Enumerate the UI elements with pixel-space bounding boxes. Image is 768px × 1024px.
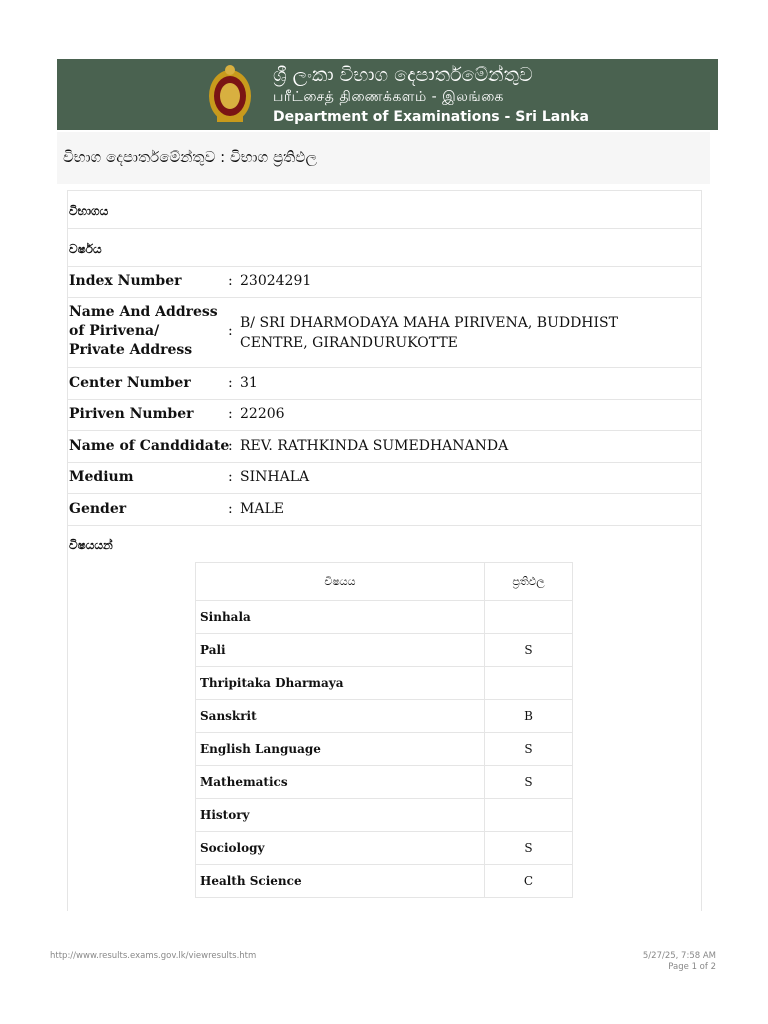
banner-title-tamil: பரீட்சைத் திணைக்களம் - இலங்கை [273, 89, 504, 105]
gender-label: Gender [69, 501, 127, 517]
candidate-value: REV. RATHKINDA SUMEDHANANDA [240, 438, 509, 454]
banner-title-english: Department of Examinations - Sri Lanka [273, 109, 589, 125]
banner-title-sinhala: ශ්‍රී ලංකා විභාග දෙපාර්තමේන්තුව [273, 64, 533, 86]
piriven-value: 22206 [240, 406, 285, 422]
medium-label: Medium [69, 469, 134, 485]
index-label: Index Number [69, 273, 182, 289]
table-row [196, 766, 573, 799]
subject-result [485, 601, 573, 634]
table-row [196, 667, 573, 700]
subject-name: English Language [196, 733, 485, 766]
subject-name: Thripitaka Dharmaya [196, 667, 485, 700]
subjects-header-row [196, 563, 573, 601]
medium-row [68, 463, 701, 494]
sri-lanka-emblem-icon [207, 64, 253, 125]
name-address-label: Name And Address of Pirivena/ Private Address [69, 304, 218, 358]
subject-result [485, 799, 573, 832]
exam-label: විභාගය [69, 204, 109, 218]
year-label: වර්ෂය [69, 242, 102, 256]
page-title: විභාග දෙපාර්තමේන්තුව : විභාග ප්‍රතිඵල [63, 148, 317, 166]
subject-name: Sinhala [196, 601, 485, 634]
subject-name: History [196, 799, 485, 832]
colon: : [228, 438, 233, 454]
subject-name: Sanskrit [196, 700, 485, 733]
table-row [196, 832, 573, 865]
colon: : [228, 469, 233, 485]
subject-result: S [485, 634, 573, 667]
footer-page-number: Page 1 of 2 [668, 962, 716, 972]
subject-result: S [485, 733, 573, 766]
subject-name: Mathematics [196, 766, 485, 799]
page-heading-bar [57, 132, 710, 184]
center-row [68, 368, 701, 400]
subject-result [485, 667, 573, 700]
subjects-label: විෂයයන් [69, 538, 113, 552]
subject-name: Sociology [196, 832, 485, 865]
subject-result: B [485, 700, 573, 733]
subject-result: S [485, 766, 573, 799]
medium-value: SINHALA [240, 469, 310, 485]
gender-value: MALE [240, 501, 284, 517]
colon: : [228, 273, 233, 289]
subject-result: C [485, 865, 573, 898]
name-address-value: B/ SRI DHARMODAYA MAHA PIRIVENA, BUDDHIST CENTRE, GIRANDURUKOTTE [240, 315, 618, 351]
year-row [68, 229, 701, 267]
footer-meta [643, 951, 716, 973]
subject-result: S [485, 832, 573, 865]
name-address-row [68, 298, 701, 368]
table-row [196, 634, 573, 667]
gender-row [68, 494, 701, 526]
table-row [196, 700, 573, 733]
piriven-row [68, 400, 701, 431]
colon: : [228, 501, 233, 517]
candidate-row [68, 431, 701, 463]
index-row [68, 267, 701, 298]
col-result-header: ප්‍රතිඵල [485, 563, 573, 601]
index-value: 23024291 [240, 273, 312, 289]
footer-url: http://www.results.exams.gov.lk/viewresults.htm [50, 951, 257, 961]
header-banner [57, 59, 718, 130]
colon: : [228, 406, 233, 422]
candidate-label: Name of Canddidate [69, 438, 230, 454]
colon: : [228, 375, 233, 391]
subject-name: Pali [196, 634, 485, 667]
piriven-label: Piriven Number [69, 406, 194, 422]
center-value: 31 [240, 375, 258, 391]
subjects-table [195, 562, 573, 898]
banner-text [273, 63, 589, 127]
col-subject-header: විෂයය [196, 563, 485, 601]
table-row [196, 865, 573, 898]
table-row [196, 733, 573, 766]
table-row [196, 601, 573, 634]
center-label: Center Number [69, 375, 191, 391]
colon: : [228, 323, 233, 339]
subject-name: Health Science [196, 865, 485, 898]
exam-row [68, 191, 701, 229]
table-row [196, 799, 573, 832]
footer-datetime: 5/27/25, 7:58 AM [642, 951, 716, 961]
